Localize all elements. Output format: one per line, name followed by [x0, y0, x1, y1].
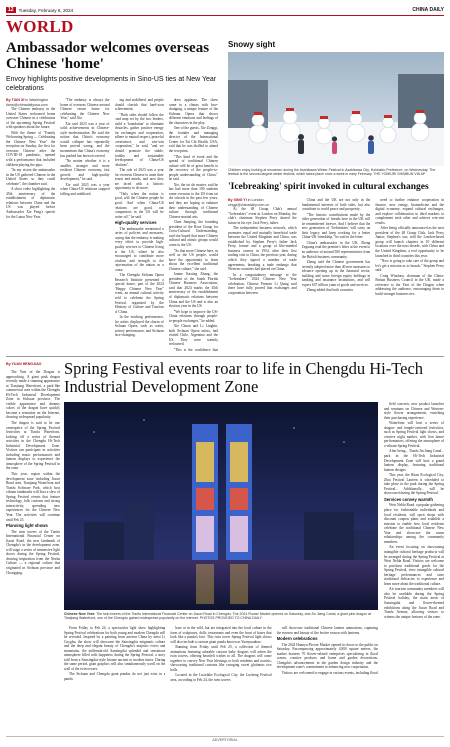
- paragraph: Craig Winshaw, chairman of the China-Britain Business Council in the UK, made a reference to the Year of the Dragon when addressing the audience, encouraging them to build stronger business ties.: [375, 273, 445, 296]
- paragraph: The Year of the Dragon is approaching. A giant pink dragon recently made a stunning appearance at Tianjiang Waterfront, a park-like commercial area within the Chengdu Hi-Tech Industrial Development Zone in Sichuan province. The visible appearance and dreamy colors of the dragon have quickly become a sensation on the Internet, drawing widespread popularity.: [6, 370, 60, 420]
- paragraph: The independent business network, which promotes equal and mutually beneficial trade between the United Kingdom and China, was established by Stephen Perry's father Jack Perry, former and a group of like-minded business owners in 1954, after their first trading visit to China, the previous year, during which they signed a number of trade agreements, breaking a trade embargo that Western countries had placed on China.: [228, 226, 297, 272]
- paragraph: A short video highlighting the 45th anniversary of the establishment of diplomatic relations between China and the US was played before Ambassador Xie Feng's speech for the Lunar New Year.: [6, 187, 56, 219]
- icebreaking-column-1: [228, 198, 297, 352]
- paragraph: The dragon is said to be one centerpiece of the Spring Festival festivities at Tianfu Waterfront, kicking off a series of themed activities in the Chengdu Hi-Tech Industrial Development Zone. Visitors can participate in activities including music performances and lantern displays to experience the atmosphere of the Spring Festival in the zone.: [6, 421, 60, 471]
- snowy-sight-photo: [228, 52, 444, 166]
- paragraph: The Chinese embassy in the United States welcomed home overseas Chinese in a celebration of the upcoming Spring Festival with speakers about the future.: [6, 107, 56, 130]
- paragraph: Waterfront will host a series of dragon- and temple-centered festivities, such as Spring Festival light shows, and creative night market, with lion dance performances, offering the atmosphere of a vibrant Spring Festival.: [384, 421, 444, 448]
- paragraph: This year, region within the development zone including Jiaozi Bond area, Tianjiang Waterfront and Tianfu Software Park, which host vibrant landmarks will host a slew of Spring Festival events that feature technology, folk customs and strong interactivity, spreading new experiences for the Chinese New Year. The activities will continue until Feb 25.: [6, 472, 60, 522]
- paragraph: "So that more Chinese here, as well as the US people, would have the opportunity to learn about the excellent traditional Chinese culture," she said.: [168, 248, 218, 271]
- icebreaking-byline-email: xingyi@chinadaily.com.cn: [228, 202, 270, 207]
- spring-column-left: [6, 370, 60, 732]
- paragraph: One of the guests, Xie Zongqi, the founder and managing director of the International Center for Tai Chi Health, USA, said that he was thrilled to attend the reception.: [168, 126, 218, 154]
- paragraph: China's ambassador in the UK, Zheng Zeguang read the premier's letter at the event to an audience of around 500 representatives from the British business community.: [301, 240, 371, 259]
- spring-photo: [64, 402, 378, 610]
- icebreaking-byline-name: By XING YI: [228, 198, 247, 202]
- lead-column-2: [60, 98, 109, 352]
- paragraph: "Now is going to take care of the group and let's get a mission as to launch," Stephen Perry said.: [375, 259, 445, 273]
- snow-scene-illustration: [228, 52, 444, 166]
- lead-subhead: High-quality services: [114, 220, 157, 226]
- advertorial-footer: ADVERTORIAL: [6, 736, 444, 742]
- spring-column-2: [64, 626, 165, 732]
- paragraph: will showcase traditional Chinese lantern animations, capturing the essence and beauty of the festive season with lanterns.: [276, 626, 378, 635]
- icebreaking-byline: [228, 198, 297, 207]
- snowy-sight-caption: [228, 168, 444, 177]
- paragraph: Xie said 2023 was a year of solid achievements in Chinese-style modernization. He said the notion that China's economy would collapse has repeatedly been proved wrong, and the momentum that China's economy has pushed has been recovered.: [60, 121, 110, 158]
- lead-headline: Ambassador welcomes overseas Chinese 'home': [6, 40, 210, 72]
- paragraph: The twin towers of the Tianfu International Financial Center on Jiaozi Road, the new landmark of Chengdu's in the development zone, will stage a series of immersive light shows during the Spring Festival, drawing inspiration from the Nezha Culture — a regional culture that originated in Sichuan province and Chongqing.: [6, 529, 60, 575]
- paragraph: The role of 2023 was a year for overseas Chinese to unite their hearts and minds, and now they are faced with a historic opportunity to do more.: [114, 168, 164, 191]
- paragraph: This year, the Ritan Ecological City, Zhai Festival Lantern is scheduled to take place in the park during the Spring Festival... Additionally... will be showcased during the Spring Festival.: [384, 473, 444, 496]
- lead-byline-location: in Washington: [25, 98, 49, 102]
- lead-column-4: [169, 98, 218, 352]
- paragraph: West Nelda Road, a popular gathering place for fashionable individuals and local residents, will open shops with discount coupon plans and establish a mission to enable how local residents celebrate the traditional Chinese New Year and showcase the warm relationships among the community members.: [384, 503, 444, 544]
- photo-credit: PHOTOS PROVIDED TO CHINA DAILY: [199, 616, 262, 621]
- paragraph: From Friday to Feb 24, a spectacular light show highlighting Spring Festival celebrations for both young and modern Chengdu will be revealed. Inspired by a painting from ancient China by artist Li Cuyghu, the show will showcase the Sanxingdui enigmatic culture and the deep and elegant beauty of Chengdu's majestic rivers and mountains, the millennia-old Sanxingdui splendid and sensations atmosphere filled with happiness during the Spring Festival, a story told from a Sanxingdui-style bronze ancient to modern times. During the same period, giant graphics will also simultaneously scroll on the wall of the twin towers.: [64, 626, 166, 671]
- spring-headline: Spring Festival events roar to life in Chengdu Hi-Tech Industrial Development Zone: [64, 359, 424, 396]
- spring-byline-name: By YUAN HENGJIAO: [6, 362, 42, 366]
- paragraph: Xie, the tai chi master, said he has had more than 100 students come overseas to the US from tai chi schools in the past few years, and they are hoping to enhance their understanding of Chinese culture through traditional Chinese martial arts.: [168, 182, 218, 219]
- paragraph: Located in the Luxelake Ecological City, the Lucheng Festival area, according to Feb 24, the twin towers: [170, 673, 272, 683]
- paragraph: "Only when the nation is good, will the Chinese people be good. And when China-US relations are good, our compatriots in the US will be better off," he said.: [114, 191, 164, 219]
- spring-body-lower: [64, 626, 378, 732]
- paragraph: "This is the confidence that: [173, 347, 218, 352]
- page-number: 12: [8, 7, 14, 13]
- lead-byline: [6, 98, 55, 107]
- paragraph: In a congratulatory message to the "Icebreakers" 2024 Chinese New Year celebration, Chinese Premier Li Qiang said there have fully proved that exchanges and cooperation between: [228, 272, 297, 295]
- icebreaking-byline-location: in London: [247, 198, 264, 202]
- paragraph: Janine Kasting Zhang, the president of the South Florida Chinese Business Association, said that 2024 marks the 45th anniversary of the establishment of diplomatic relations between China and the US and is also an election year in the US.: [168, 272, 218, 309]
- masthead-brand: CHINA DAILY: [412, 7, 444, 13]
- spring-byline: [6, 362, 41, 367]
- lead-column-1: [6, 98, 55, 352]
- photo-credit: THE YOMIURI SHIMBUN VIA AP: [373, 172, 426, 177]
- spring-subhead: Planning light shows: [6, 523, 48, 529]
- paragraph: "This kind of event and the spread of traditional Chinese culture will be of great benefit to the recovery of the people-to-people understanding of China," he said.: [168, 154, 218, 182]
- paragraph: "Both sides should follow the road map set by the two leaders, build a 'foundation' to eliminate obstacles, gather positive energy for exchanges and cooperation, adhere to mutual respect, peaceful coexistence, and win-win cooperation," he said, "and we should promote the stable, healthy and sustainable development of China-US relations".: [114, 112, 164, 167]
- paragraph: ing and stabilized, and people should cherish that hard-won achievement.: [114, 98, 164, 112]
- paragraph: Visitors are welcomed to engage in various events, including floral: [281, 670, 378, 675]
- paragraph: Running from Friday until Feb 25, a collection of themed animations featuring adorable cartoon baby dragons will adorn the twin towers, offering heartfelt wishes to all. The dragons will come together to convey New Year blessings to both residents and tourists, showcasing traditional customs like swinging sweet glutinous rice balls.: [170, 645, 272, 672]
- paragraph: "In my vision the ambassador in the US gathered Chinese in the United States so they could celebrate", the chamber said.: [6, 168, 56, 186]
- masthead-rule: [6, 15, 444, 16]
- night-city-illustration: [64, 402, 378, 610]
- paragraph: The ambassador mentioned a series of policies and measures, saying that the embassy is making every effort to provide high-quality services to Chinese living in the US, where he also encouraged to contribute more wisdom and strength to the rejuvenation of the nation as a cause.: [114, 226, 164, 272]
- paragraph: With the theme of "Family Welcoming Spring — Celebrating the Chinese New Year" the reception on Sunday, the first for overseas Chinese after the COVID-19 pandemic, opened with a performance that included children playing the pipa.: [6, 130, 56, 167]
- section-title: WORLD: [6, 17, 74, 36]
- paragraph: "The historic contributions made by the older generation of friends here in the UK will be remembered forever. And I believe that the new generation of 'Icebreakers' will carry on their legacy and keep working for a better China-UK friendship," he said in the letter.: [301, 212, 371, 240]
- spring-column-4: [277, 626, 378, 732]
- spring-column-1: [6, 370, 60, 732]
- paragraph: field concerts, new product launches and seminars on Chinese and Western-style flower arrangements, enriching their purchasing experience.: [384, 402, 444, 420]
- icebreaking-body: [228, 198, 444, 352]
- paragraph: Zheng added that both countries: [306, 288, 353, 293]
- paragraph: base or in the wild, but are integrated into the local culture in the form of sculptures, dolls, restaurants and even the front of buses that look like a panda's face. This twin tower Spring Festival light shows will also include a cartoon giant panda known as Yuanyuanbao.: [170, 626, 272, 644]
- spring-caption: [64, 612, 378, 621]
- paragraph: The Sichuan and Chengdu giant pandas do not just exist in a panda: [64, 672, 166, 682]
- caption-text: The twin towers of the Tianfu International Financial Center on Jiaozi Road in Chengdu. The 2024 Flower Market opened on Saturday, and Jin Jiang Canal, a giant pink dragon at Tianjiang Waterfront, one of the Chengdu gained widespread popularity on the internet.: [64, 612, 371, 621]
- paragraph: need to further enhance cooperation in finance, new energy, biomedicine and the digital economy, expand cultural exchanges, and explore collaboration in third markets to complement each other and achieve win-win results.: [375, 198, 445, 225]
- spring-subhead: Services convey warmth: [384, 496, 433, 502]
- spring-column-right: [384, 402, 444, 732]
- lead-deck: Envoy highlights positive developments in Sino-US ties at New Year celebrations: [6, 76, 217, 92]
- paragraph: Xie said 2023 was a year when China-US relations stopped falling and stabilized.: [60, 182, 110, 196]
- paragraph: "No matter whether it is a smaller, stronger and more resilient Chinese economy, fast growth and high-quality development," he said.: [60, 159, 110, 182]
- paragraph: After being officially announced as the next president of the 48 Group Club, Jack Perry Junior, Stephen's son, told the London-based group will launch chapters in 10 different locations over the next decade, with China and the United Kingdom, a real opportunity to be launched in third countries this year.: [375, 226, 445, 258]
- icebreaking-headline: 'Icebreaking' spirit invoked in cultural exchanges: [228, 182, 429, 192]
- paragraph: "We hope to improve the US-China relations through people-to-people exchanges," he added.: [168, 309, 218, 323]
- lead-column-3: [115, 98, 164, 352]
- section-divider: [6, 356, 444, 357]
- paragraph: The 2024 Huanyu Flower Market opened its doors to the public on Saturday. Encompassing approximately 4,800 square meters, the market features 70 flower-related enterprises specializing in floral scenes, creative products and home and garden decorations. Chengdu's advancements in the garden design industry and the development zone's commitment to enhancing new cooperation.: [276, 642, 378, 670]
- icebreaking-column-3: [375, 198, 444, 352]
- lead-byline-email: tianxi@chinadailyusa.com: [6, 102, 48, 107]
- paragraph: Air tourism community members will also be available during the Spring Festival holiday, the main areas of Sanxingdui and flower-themed exhibitions along the Jiaozi Road and Tianfu Avenue, allowing visitors to witness the unique features of the zone.: [384, 587, 444, 619]
- snowy-sight-label: Snowy sight: [228, 40, 276, 49]
- paragraph: The Chengdu Sichuan Opera Research Institute presented a special dance, part of the 2024 "Happy Chinese New Year" event, an annual cultural activity held to celebrate the Spring Festival, organized by the Ministry of Culture and Tourism of China.: [114, 273, 164, 314]
- caption-text: Children enjoy looking at snowmen during the Asahikawa Winter Festival in Asahikawa City, Hokkaido Prefecture, on Wednesday. The festival is the second-largest winter festival, which takes place once a week in early February.: [228, 168, 436, 177]
- paragraph: Chen Jianping, the founding president of the Rose Group for Cross-Cultural Understanding, said she hoped that more Chinese cultural and artistic groups would come to the US.: [168, 220, 218, 247]
- paragraph: Xie Chuan and Li Lingbin, both Sichuan Opera artists, had visited Chile, Argentina and the US. They were warmly welcomed.: [168, 324, 218, 347]
- paragraph: drew applause. The show came to a climax with face-changing, a unique feature of the Sichuan Opera that shows different emotions and feelings of the characters in the play.: [168, 98, 218, 125]
- icebreaking-column-2: [302, 198, 371, 352]
- paragraph: At the 48 Group Club's annual "Icebreakers" event in London on Monday, the club's chairman Stephen Perry shared the future in his eye, Jack Perry, father.: [228, 207, 297, 225]
- paragraph: After being... Tianfu Jin Jiang Canal... park in the Hi-Tech Industrial Development Zone will host a grand lantern display, featuring traditional lantern designs.: [384, 449, 444, 472]
- caption-title: Chinese New Year:: [64, 612, 96, 616]
- paragraph: "The embassy is always the home of overseas Chinese around Chinese return home for celebrating the Chinese New Year," said Xie.: [60, 98, 110, 121]
- spring-column-5: [384, 402, 444, 732]
- lead-byline-name: By TIAN XI: [6, 98, 25, 102]
- paragraph: An event focusing on showcasing intangible cultural heritage products will be arranged during the Spring Festival at West Nelda Road. Visitors are welcome to purchase traditional goods for the Spring Festival, view intangible cultural heritage performances and taste traditional delicacies to experience and learn more about the traditional culture.: [384, 545, 444, 586]
- issue-date: Tuesday, February 6, 2024: [18, 7, 74, 13]
- lead-body: [6, 98, 218, 352]
- spring-column-3: [170, 626, 271, 732]
- paragraph: China and the UK are not only in the fundamental interests of both sides, but also contribute to world peace and prosperity.: [301, 198, 371, 212]
- masthead-left: [6, 7, 73, 13]
- spring-subhead: Modern celebrations: [276, 636, 318, 642]
- paragraph: In the teaching performance, the artists displayed the charm of Sichuan Opera, such as water, pottery performance, and Sichuan face-changing.: [114, 315, 164, 338]
- paragraph: Zheng said the Chinese government has recently adopted more than 40 new measures to advance opening up in the financial sector, building and some foreign equity holdings in banking and insurance institutions, and will expect 637 trillion yuan of goods and services.: [301, 260, 371, 287]
- masthead: [6, 5, 444, 15]
